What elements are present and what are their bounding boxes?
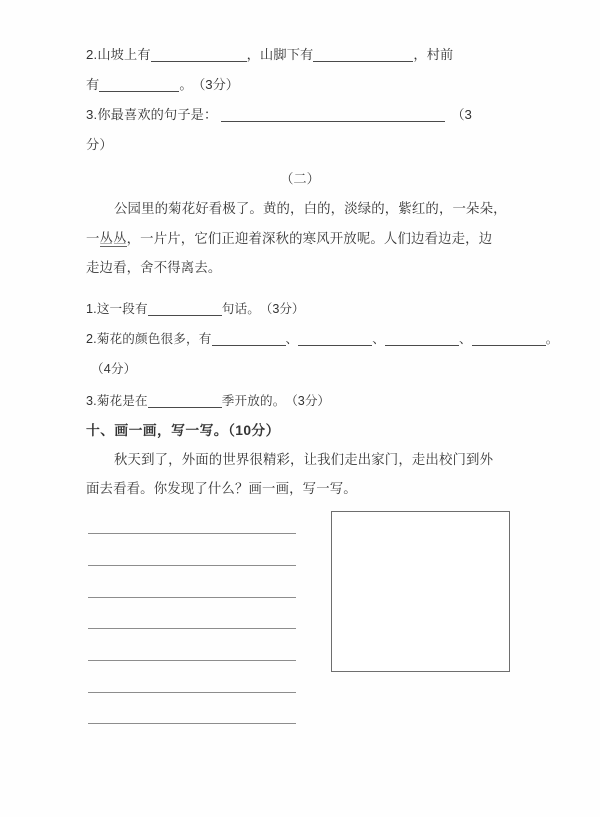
s2q2-sep-3: 、 xyxy=(459,332,472,346)
s2q3-number: 3. xyxy=(86,394,97,408)
passage-line-1-text: 公园里的菊花好看极了。黄的，白的，淡绿的，紫红的，一朵朵， xyxy=(114,201,507,216)
writing-line-2[interactable] xyxy=(88,565,296,566)
q2-blank-1[interactable] xyxy=(151,48,247,62)
q3-blank[interactable] xyxy=(221,108,445,122)
section-two-question-2 xyxy=(86,330,559,348)
question-2-line-2 xyxy=(86,76,516,94)
question-2-line-1 xyxy=(86,46,516,64)
q3-marks-tail: 分） xyxy=(86,137,113,152)
q2-period: 。 xyxy=(179,77,193,92)
passage-line-2-post: ，一片片，它们正迎着深秋的寒风开放呢。人们边看边走，边 xyxy=(126,231,493,246)
s2q3-blank[interactable] xyxy=(148,394,222,408)
q3-marks-head: （3 xyxy=(451,107,472,122)
q2-sep-a: ， xyxy=(246,47,261,62)
section-ten-heading: 十、画一画，写一写。（10分） xyxy=(86,423,280,438)
passage-line-3 xyxy=(86,259,516,277)
passage-line-2 xyxy=(86,230,516,248)
writing-line-7[interactable] xyxy=(88,723,296,724)
s2q2-number: 2. xyxy=(86,332,97,346)
section-two-question-3 xyxy=(86,392,516,410)
prompt-line-2-text: 面去看看。你发现了什么？画一画，写一写。 xyxy=(86,481,357,496)
section-two-heading: （二） xyxy=(280,171,320,186)
passage-line-1 xyxy=(86,200,516,218)
section-two-question-1 xyxy=(86,300,516,318)
passage-line-2-pre: 一 xyxy=(86,231,100,246)
section-ten-prompt-line-1 xyxy=(86,451,516,469)
q2-text-b: 山脚下有 xyxy=(260,47,314,62)
q2-text-a: 山坡上有 xyxy=(97,47,151,62)
s2q2-blank-3[interactable] xyxy=(385,332,459,346)
s2q2-text-a: 菊花的颜色很多，有 xyxy=(96,332,212,346)
section-ten-prompt-line-2 xyxy=(86,480,516,498)
s2q2-marks: （4分） xyxy=(91,362,137,376)
q2-text-c: 村前 xyxy=(426,47,454,62)
writing-line-1[interactable] xyxy=(88,533,296,534)
s2q1-blank[interactable] xyxy=(148,302,222,316)
q3-text: 你最喜欢的句子是： xyxy=(97,107,218,122)
s2q1-text-a: 这一段有 xyxy=(96,302,148,316)
s2q2-sep-1: 、 xyxy=(285,332,299,346)
prompt-line-1-text: 秋天到了，外面的世界很精彩，让我们走出家门，走出校门到外 xyxy=(114,452,494,467)
s2q3-marks: （3分） xyxy=(291,394,331,408)
s2q2-blank-1[interactable] xyxy=(212,332,286,346)
q2-blank-2[interactable] xyxy=(313,48,413,62)
s2q1-text-b: 句话。 xyxy=(221,302,261,316)
passage-line-3-text: 走边看，舍不得离去。 xyxy=(86,260,222,275)
s2q1-number: 1. xyxy=(86,302,97,316)
s2q3-text-b: 季开放的。 xyxy=(221,394,286,408)
writing-line-6[interactable] xyxy=(88,692,296,693)
passage-line-2-emphasis: 丛丛 xyxy=(99,231,127,246)
s2q2-blank-4[interactable] xyxy=(472,332,546,346)
question-3-line-1 xyxy=(86,106,516,124)
s2q2-sep-2: 、 xyxy=(372,332,386,346)
writing-line-3[interactable] xyxy=(88,597,296,598)
s2q1-marks: （3分） xyxy=(266,302,305,316)
writing-line-4[interactable] xyxy=(88,628,296,629)
q3-number: 3. xyxy=(86,107,98,122)
q2-number: 2. xyxy=(86,47,98,62)
q2-cont-text: 有 xyxy=(86,77,100,92)
s2q2-period: 。 xyxy=(545,332,559,346)
q2-sep-b: ， xyxy=(413,47,427,62)
s2q3-text-a: 菊花是在 xyxy=(96,394,148,408)
writing-line-5[interactable] xyxy=(88,660,296,661)
q2-marks: （3分） xyxy=(198,77,239,92)
question-3-line-2 xyxy=(86,136,516,154)
drawing-area-box[interactable] xyxy=(331,511,510,672)
s2q2-blank-2[interactable] xyxy=(298,332,372,346)
section-two-question-2-marks xyxy=(86,360,516,378)
q2-blank-3[interactable] xyxy=(99,78,179,92)
